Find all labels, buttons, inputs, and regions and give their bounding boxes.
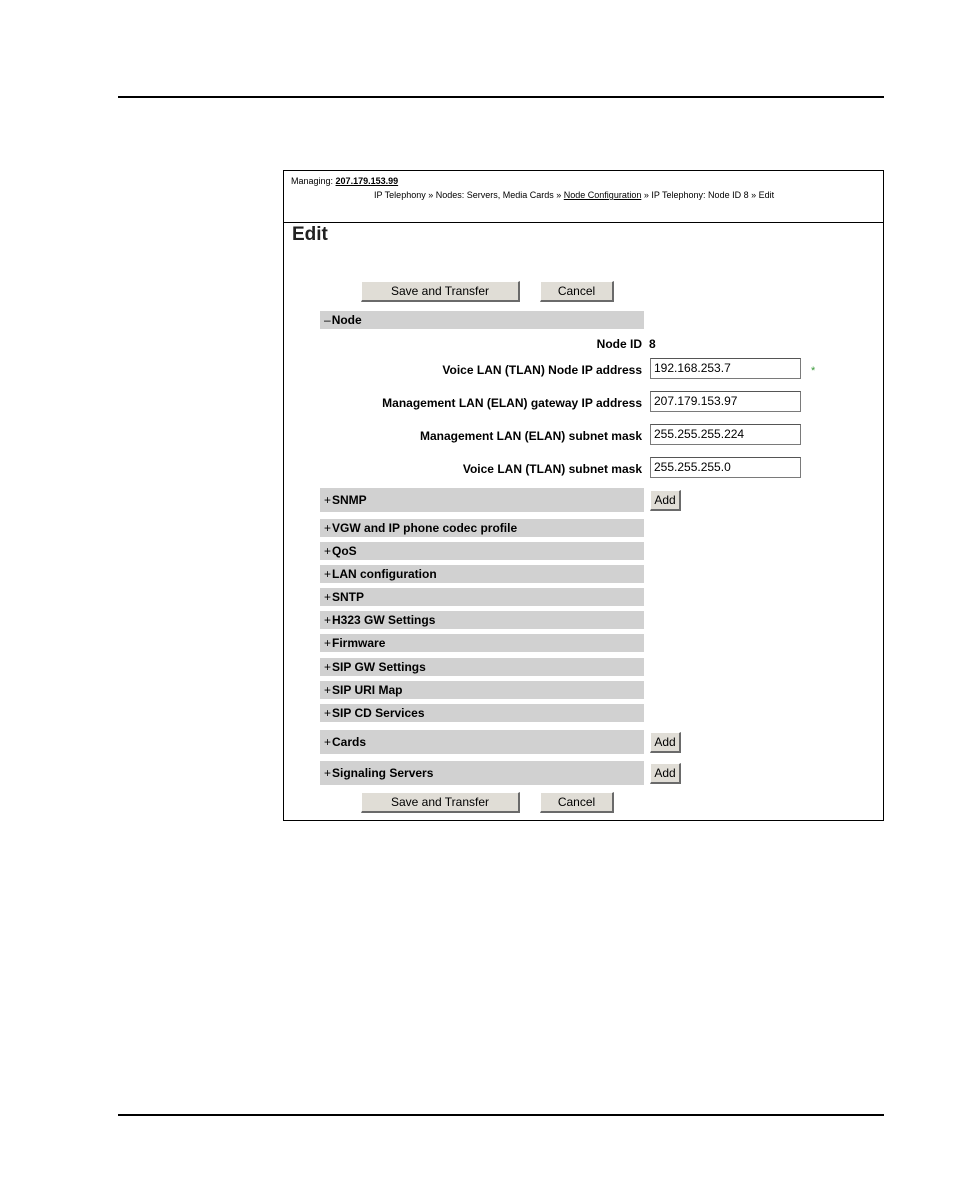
expand-icon: + — [324, 766, 332, 780]
section-lan-configuration-title: LAN configuration — [332, 567, 437, 581]
expand-icon: + — [324, 567, 332, 581]
expand-icon: + — [324, 613, 332, 627]
expand-icon: + — [324, 706, 332, 720]
section-codec-profile-header[interactable] — [320, 519, 644, 537]
breadcrumb-part2: » IP Telephony: Node ID 8 » Edit — [641, 190, 775, 200]
tlan-node-ip-input[interactable]: 192.168.253.7 — [650, 358, 801, 379]
section-sip-cd-services-header[interactable] — [320, 704, 644, 722]
section-lan-configuration-header[interactable] — [320, 565, 644, 583]
tlan-subnet-mask-input[interactable]: 255.255.255.0 — [650, 457, 801, 478]
cards-add-button[interactable]: Add — [650, 732, 681, 753]
collapse-icon: – — [324, 313, 331, 327]
expand-icon: + — [324, 735, 332, 749]
section-h323-gw-title: H323 GW Settings — [332, 613, 436, 627]
section-qos-title: QoS — [332, 544, 357, 558]
section-firmware-header[interactable] — [320, 634, 644, 652]
breadcrumb-part1: IP Telephony » Nodes: Servers, Media Cards » — [374, 190, 564, 200]
section-node-header[interactable] — [320, 311, 644, 329]
node-id-label: Node ID — [596, 337, 642, 351]
section-node-title: Node — [331, 313, 362, 327]
section-signaling-servers-title: Signaling Servers — [332, 766, 434, 780]
expand-icon: + — [324, 636, 332, 650]
expand-icon: + — [324, 493, 332, 507]
section-h323-gw-header[interactable] — [320, 611, 644, 629]
section-sip-gw-title: SIP GW Settings — [332, 660, 426, 674]
section-firmware-title: Firmware — [332, 636, 386, 650]
save-and-transfer-button-bottom[interactable]: Save and Transfer — [361, 792, 520, 813]
section-codec-profile-title: VGW and IP phone codec profile — [332, 521, 518, 535]
section-sip-uri-map-header[interactable] — [320, 681, 644, 699]
expand-icon: + — [324, 660, 332, 674]
header-divider — [284, 222, 883, 223]
section-snmp-title: SNMP — [332, 493, 367, 507]
breadcrumb-node-configuration-link[interactable]: Node Configuration — [563, 190, 642, 200]
tlan-subnet-mask-label: Voice LAN (TLAN) subnet mask — [462, 462, 642, 476]
expand-icon: + — [324, 590, 332, 604]
page-title: Edit — [292, 224, 328, 245]
top-rule — [118, 96, 884, 98]
screenshot-frame — [283, 170, 884, 821]
managing-line — [291, 176, 398, 187]
signaling-servers-add-button[interactable]: Add — [650, 763, 681, 784]
section-sntp-header[interactable] — [320, 588, 644, 606]
cancel-button-bottom[interactable]: Cancel — [540, 792, 614, 813]
breadcrumb — [374, 190, 774, 201]
elan-gateway-ip-label: Management LAN (ELAN) gateway IP address — [382, 396, 642, 410]
section-cards-title: Cards — [332, 735, 367, 749]
section-snmp-header[interactable] — [320, 488, 644, 512]
section-sntp-title: SNTP — [332, 590, 365, 604]
expand-icon: + — [324, 544, 332, 558]
section-qos-header[interactable] — [320, 542, 644, 560]
tlan-node-ip-label: Voice LAN (TLAN) Node IP address — [442, 363, 642, 377]
managing-label: Managing: — [291, 176, 334, 186]
expand-icon: + — [324, 521, 332, 535]
section-sip-gw-header[interactable] — [320, 658, 644, 676]
cancel-button-top[interactable]: Cancel — [540, 281, 614, 302]
managed-address-link[interactable]: 207.179.153.99 — [335, 176, 399, 186]
snmp-add-button[interactable]: Add — [650, 490, 681, 511]
expand-icon: + — [324, 683, 332, 697]
node-id-value: 8 — [649, 337, 656, 351]
section-sip-uri-map-title: SIP URI Map — [332, 683, 403, 697]
elan-gateway-ip-input[interactable]: 207.179.153.97 — [650, 391, 801, 412]
required-mark: * — [811, 365, 816, 377]
elan-subnet-mask-label: Management LAN (ELAN) subnet mask — [419, 429, 642, 443]
save-and-transfer-button-top[interactable]: Save and Transfer — [361, 281, 520, 302]
elan-subnet-mask-input[interactable]: 255.255.255.224 — [650, 424, 801, 445]
section-cards-header[interactable] — [320, 730, 644, 754]
section-signaling-servers-header[interactable] — [320, 761, 644, 785]
bottom-rule — [118, 1114, 884, 1116]
section-sip-cd-services-title: SIP CD Services — [332, 706, 425, 720]
